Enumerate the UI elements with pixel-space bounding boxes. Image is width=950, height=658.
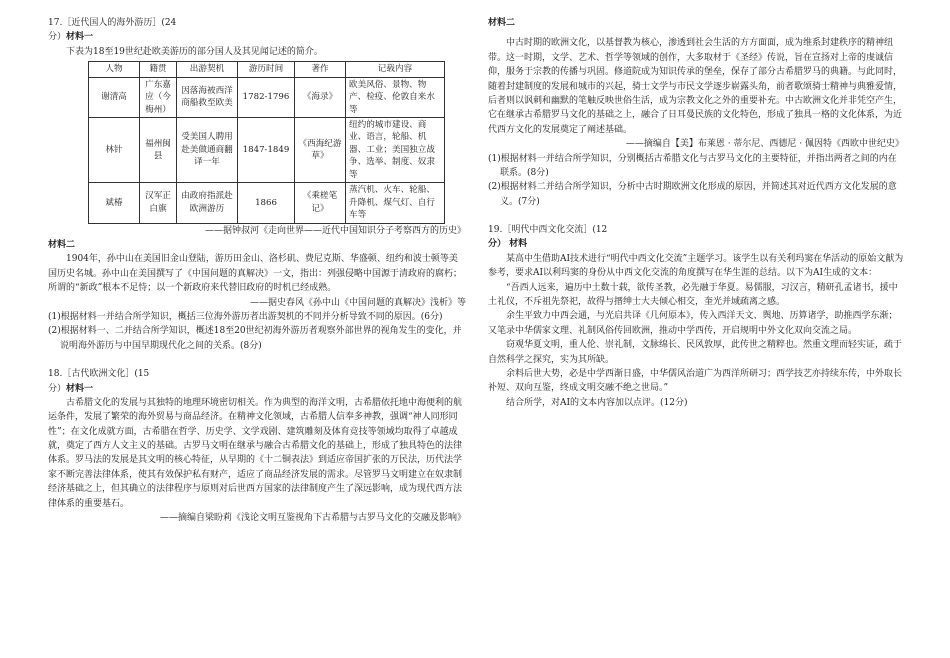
q18-m1-line — [48, 382, 466, 396]
cell-reason: 因落海被西洋商船救至欧美 — [177, 77, 238, 117]
q18-material-2-label: 材料二 — [488, 18, 516, 28]
q18-material-2-source: ——摘编自【美】布莱恩 · 蒂尔尼、西德尼 · 佩因特《西欧中世纪史》 — [625, 139, 904, 150]
cell-work: 《西海纪游草》 — [295, 117, 346, 182]
q18-score-cont: 分） — [48, 383, 67, 394]
q19-ai-text-3: 窃观华夏文明，重人伦、崇礼制，文脉绵长、民风敦厚，此传世之精粹也。然重文理而轻实证，疏于自然科学之探究，实为其所缺。 — [488, 340, 903, 365]
q19-title: 19.［明代中西文化交流］(12 — [488, 225, 608, 236]
cell-work: 《乘槎笔记》 — [295, 183, 346, 223]
q17-subquestion-1: (1)根据材料一并结合所学知识，概括三位海外游历者出游契机的不同并分析导致不同的原因。(6分) — [48, 311, 443, 322]
q19-material-label: 分） 材料 — [488, 239, 528, 250]
header-work: 著作 — [295, 62, 346, 77]
cell-reason: 由政府指派赴欧洲游历 — [177, 183, 238, 223]
cell-content: 欧美风俗、景物、物产、检疫、伦敦自来水等 — [346, 77, 445, 117]
q18-subquestion-2: (2)根据材料二并结合所学知识，分析中古时期欧洲文化形成的原因，并简述其对近代西方文化发展的意义。(7分) — [488, 182, 897, 207]
q17-travelers-table — [88, 61, 445, 223]
q18-subquestion-1: (1)根据材料一并结合所学知识，分别概括古希腊文化与古罗马文化的主要特征，并指出两者之间的内在联系。(8分) — [488, 153, 897, 178]
q17-subquestion-2: (2)根据材料一、二并结合所学知识，概述18至20世纪初海外游历者观察外部世界的视角发生的变化，并说明海外游历与中国早期现代化之间的关系。(8分) — [48, 326, 462, 351]
table-row — [89, 183, 445, 223]
q17-table-source: ——据钟叔河《走向世界——近代中国知识分子考察西方的历史》 — [204, 225, 466, 236]
q18-material-1-label: 材料一 — [66, 383, 94, 394]
q17-material-2-text: 1904年，孙中山在美国旧金山登陆，游历田金山、洛杉矶、费尼克斯、华盛顿、纽约和波士顿等美国历史名城。孙中山在美国撰写了《中国问题的真解决》一文，指出：列强侵略中国源于清政府的腐朽；所谓的“新政”根本不足恃；以一个新政府来代替旧政府的时机已经成熟。 — [48, 254, 463, 294]
cell-work: 《海录》 — [295, 77, 346, 117]
left-column — [48, 16, 466, 525]
cell-content: 蒸汽机、火车、轮船、升降机、煤气灯、自行车等 — [346, 183, 445, 223]
header-period: 游历时间 — [238, 62, 295, 77]
q17-score-cont: 分） — [48, 32, 67, 43]
header-person: 人物 — [89, 62, 140, 77]
q19-ai-text-4: 余料后世大势，必是中学西渐日盛，中华儒风治道广为西洋所研习；西学技艺亦持续东传，中外取长补短、双向互鉴，终成文明交融不绝之世局。” — [488, 368, 903, 394]
q17-table-intro: 下表为18至19世纪赴欧美游历的部分国人及其见闻记述的简介。 — [66, 46, 323, 57]
cell-person: 林针 — [89, 117, 140, 182]
cell-period: 1866 — [238, 183, 295, 223]
q19-task: 结合所学，对AI的文本内容加以点评。(12分) — [506, 397, 688, 408]
cell-period: 1782-1796 — [238, 77, 295, 117]
q19-intro: 某高中生借助AI技术进行“明代中西文化交流”主题学习。该学生以有关利玛窦在华活动的原始文献为参考，要求AI以利玛窦的身份从中西文化交流的角度撰写在华生涯的总结。以下为AI生成的文本： — [488, 253, 904, 279]
header-reason: 出游契机 — [177, 62, 238, 77]
table-header-row — [89, 62, 445, 77]
q18-material-1-source: ——摘编自梁盼莉《浅论文明互鉴视角下古希腊与古罗马文化的交融及影响》 — [159, 513, 466, 524]
cell-period: 1847-1849 — [238, 117, 295, 182]
cell-person: 斌椿 — [89, 183, 140, 223]
q17-title: 17.［近代国人的海外游历］(24 — [48, 18, 177, 28]
right-column — [488, 16, 904, 410]
q19-ai-text-2: 余生平致力中西会通，与光启共译《几何原本》，传入西洋天文、舆地、历算诸学，助推西学东渐；又笔录中华儒家文理、礼制风俗传回欧洲，推动中学西传，开启规明中外文化双向交流之局。 — [488, 311, 898, 336]
cell-reason: 受美国人聘用赴美做通商翻译一年 — [177, 117, 238, 182]
q17-material-2-label: 材料二 — [48, 240, 76, 250]
table-row — [89, 77, 445, 117]
q18-title: 18.［古代欧洲文化］(15 — [48, 369, 150, 380]
q17-material-2-source: ——据史春风《孙中山《中国问题的真解决》浅析》等 — [249, 297, 466, 308]
header-origin: 籍贯 — [140, 62, 177, 77]
q19-ai-text-1: “吾西人远来，遍历中土数十载，欲传圣教，必先融于华夏。易儒服，习汉言，精研孔孟诸书，援中土礼仪，不斥祖先祭祀，故得与搢绅士大夫倾心相交，奎光并域疏离之感。 — [488, 282, 898, 308]
q17-material-1-label: 材料一 — [66, 32, 94, 43]
cell-origin: 福州闽县 — [140, 117, 177, 182]
cell-origin: 广东嘉应（今梅州） — [140, 77, 177, 117]
q18-material-2-text: 中古时期的欧洲文化，以基督教为核心，渗透到社会生活的方方面面，成为维系封建秩序的精神纽带。这一时期，文学、艺术、哲学等领域的创作，大多取材于《圣经》传说，旨在宣扬对上帝的虔诚信仰，服务于宗教的传播与巩固。修道院成为知识传承的堡垒，保存了部分古希腊罗马的典籍。与此同时，随着封建制度的发展和城市的兴起，骑士文学与市民文学逐步崭露头角，前者歌颂骑士精神与典雅爱情，后者则以讽刺和幽默的笔触反映世俗生活，成为宗教文化之外的重要补充。中古欧洲文化并非凭空产生，它在继承古希腊罗马文化的基础之上，融合了日耳曼民族的文化特色，形成了独具一格的文化体系，为近代西方文化的发展奠定了阐述基础。 — [488, 38, 903, 135]
header-content: 记载内容 — [346, 62, 445, 77]
cell-person: 谢清高 — [89, 77, 140, 117]
cell-content: 纽约的城市建设、商业、语言，轮船、机器、工业；美国独立战争、选举、制度、奴隶等 — [346, 117, 445, 182]
table-row — [89, 117, 445, 182]
cell-origin: 汉军正白旗 — [140, 183, 177, 223]
q17-m1-line — [48, 30, 466, 44]
q18-material-1-text: 古希腊文化的发展与其独特的地理环境密切相关。作为典型的海洋文明，古希腊依托地中海便利的航运条件，发展了繁荣的海外贸易与商品经济。在精神文化领域，古希腊人信奉多神教，强调“神人同形同性”；在文化成就方面，古希腊在哲学、历史学、文学戏剧、建筑雕刻及体育竞技等领域均取得了卓越成就，奠定了西方人文主义的基础。古罗马文明在继承与融合古希腊文化的基础上，形成了独具特色的法律体系。罗马法的发展是其文明的核心特征，从早期的《十二铜表法》到适应帝国扩张的万民法，历代法学家不断完善法律体系，使其有效保护私有财产，适应了商品经济发展的需求。尽管罗马文明建立在奴隶制经济基础之上，但其确立的法律程序与原则对后世西方国家的法律制度产生了深远影响，成为现代西方法律体系的重要基石。 — [48, 397, 463, 509]
